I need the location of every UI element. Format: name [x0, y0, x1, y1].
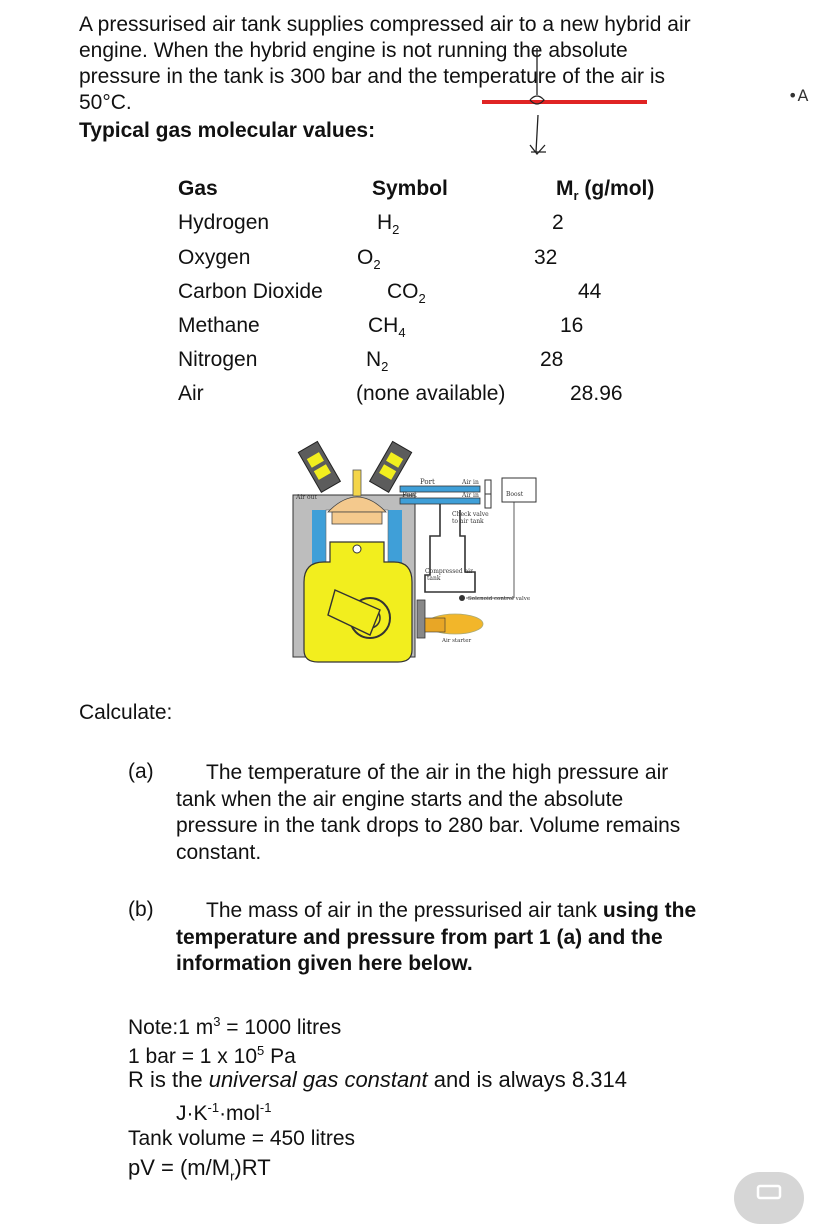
col-header-mr: $M_r$ (g/mol)	[556, 177, 655, 204]
label-compressed-air: Compressed air	[425, 568, 473, 575]
question-line: pressure in the tank drops to 280 bar. Volume remains	[176, 814, 681, 837]
label-to-air-tank: to air tank	[452, 518, 484, 525]
question-a-label: (a)	[128, 760, 154, 783]
question-b-label: (b)	[128, 898, 154, 921]
intro-line: engine. When the hybrid engine is not running the absolute	[79, 39, 628, 62]
question-line: The mass of air in the pressurised air tank using the	[206, 899, 697, 922]
note-bar-conversion: 1 bar = 1 x $10^5$ Pa	[128, 1043, 296, 1068]
gas-name: Hydrogen	[178, 211, 270, 234]
label-tank: tank	[427, 575, 441, 582]
gas-mr: 32	[534, 246, 558, 269]
boost-box	[502, 478, 536, 502]
note-tank-volume: Tank volume = 450 litres	[128, 1127, 356, 1150]
col-header-gas: Gas	[178, 177, 218, 200]
hybrid-engine-diagram	[290, 440, 550, 670]
note-ideal-gas-equation: pV = $(m/M_r)RT$	[128, 1155, 271, 1184]
gas-symbol: (none available)	[356, 382, 506, 405]
spark-plug	[353, 470, 361, 496]
intake-valve	[370, 441, 412, 492]
exhaust-valve	[298, 441, 340, 492]
intro-line: 50°C.	[79, 91, 132, 114]
gas-name: Air	[178, 382, 204, 405]
label-solenoid: Solenoid control valve	[468, 596, 531, 602]
note-gas-constant: R is the universal gas constant and is always 8.314	[128, 1067, 627, 1092]
table-heading: Typical gas molecular values:	[79, 119, 376, 142]
gas-symbol: $CO_2$	[387, 280, 426, 307]
question-line: temperature and pressure from part 1 (a) and the	[176, 925, 663, 949]
col-header-symbol: Symbol	[372, 177, 448, 200]
label-port-mid: Port	[402, 491, 417, 499]
margin-mark: •A	[788, 86, 809, 105]
question-a-text	[176, 760, 776, 866]
piston-top	[332, 512, 382, 524]
label-boost: Boost	[506, 491, 524, 498]
question-line: tank when the air engine starts and the absolute	[176, 787, 624, 811]
keyboard-icon	[734, 1172, 804, 1202]
calculate-label: Calculate:	[79, 701, 173, 724]
floating-action-button[interactable]	[734, 1172, 804, 1224]
label-air-starter: Air starter	[442, 638, 472, 644]
gas-name: Methane	[178, 314, 260, 337]
label-check-valve: Check valve	[452, 511, 489, 518]
label-air-out: Air out	[296, 494, 317, 501]
gas-symbol: $N_2$	[366, 348, 389, 375]
label-air-in: Air in	[462, 479, 479, 486]
gas-name: Oxygen	[178, 246, 251, 269]
label-port-top: Port	[420, 478, 435, 486]
gas-mr: 2	[552, 211, 564, 234]
note-gas-constant-units: $J\cdot K^{-1}\cdot mol^{-1}$	[176, 1100, 272, 1125]
gas-name: Carbon Dioxide	[178, 280, 323, 303]
intro-line: pressure in the tank is 300 bar and the temperature of the air is	[79, 65, 666, 88]
gas-mr: 28	[540, 348, 564, 371]
gas-mr: 16	[560, 314, 584, 337]
gas-mr: 44	[578, 280, 602, 303]
gas-symbol: $O_2$	[357, 246, 381, 273]
gas-name: Nitrogen	[178, 348, 258, 371]
gas-symbol: $H_2$	[377, 211, 400, 238]
gas-symbol: $CH_4$	[368, 314, 406, 341]
question-b-text	[176, 898, 796, 978]
label-air-in: Air in	[462, 492, 479, 499]
note-volume-conversion: Note:1 $m^3 = 1000$ litres	[128, 1014, 342, 1039]
intro-line: A pressurised air tank supplies compressed air to a new hybrid air	[79, 13, 691, 36]
flywheel	[417, 600, 425, 638]
handwritten-annotation	[470, 40, 670, 160]
question-line: The temperature of the air in the high pressure air	[206, 761, 669, 784]
question-line: constant.	[176, 840, 262, 864]
gas-mr: 28.96	[570, 382, 623, 405]
question-line: information given here below.	[176, 952, 473, 975]
